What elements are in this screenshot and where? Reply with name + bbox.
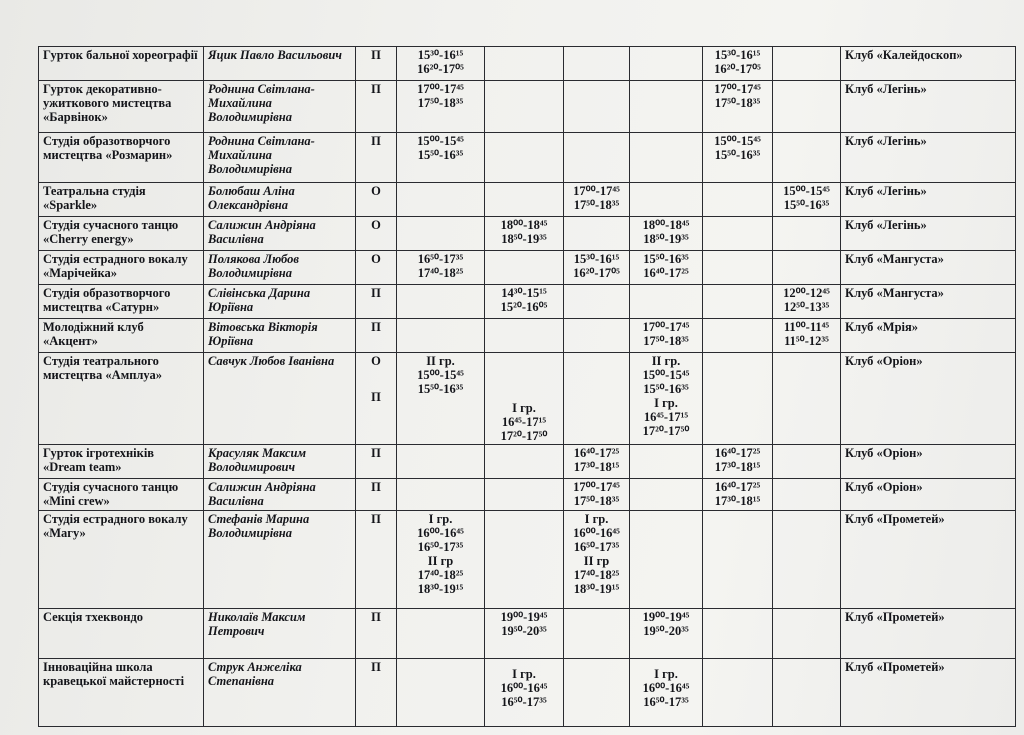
activity-name: Секція тхеквондо bbox=[39, 609, 204, 659]
day-slot-1 bbox=[397, 479, 485, 511]
day-slot-4 bbox=[630, 445, 703, 479]
activity-name: Студія образотворчого мистецтва «Розмарин» bbox=[39, 133, 204, 183]
time-slot: 15⁰⁰-15⁴⁵ bbox=[714, 134, 761, 148]
day-slot-5 bbox=[703, 183, 773, 217]
funding-type-value: П bbox=[371, 82, 381, 96]
time-slot: 16⁵⁰-17³⁵ bbox=[417, 252, 464, 266]
funding-type bbox=[356, 445, 397, 479]
time-slot: 17²⁰-17⁵⁰ bbox=[500, 429, 548, 443]
club-name: Клуб «Мангуста» bbox=[841, 251, 1016, 285]
day-slot-6 bbox=[773, 81, 841, 133]
time-slot: 16⁰⁰-16⁴⁵ bbox=[500, 681, 548, 695]
instructor-name: Николаїв Максим Петрович bbox=[204, 609, 356, 659]
time-slot: 15⁵⁰-16³⁵ bbox=[643, 252, 689, 266]
funding-type bbox=[356, 659, 397, 727]
instructor-name: Яцик Павло Васильович bbox=[204, 47, 356, 81]
day-slot-3 bbox=[564, 285, 630, 319]
time-slot: 19⁰⁰-19⁴⁵ bbox=[500, 610, 548, 624]
funding-type bbox=[356, 319, 397, 353]
day-slot-2 bbox=[485, 609, 564, 659]
activity-name: Гурток бальної хореографії bbox=[39, 47, 204, 81]
day-slot-1 bbox=[397, 353, 485, 445]
funding-type-value: П bbox=[371, 446, 381, 460]
funding-type bbox=[356, 217, 397, 251]
funding-type-value: П bbox=[371, 610, 381, 624]
day-slot-6 bbox=[773, 285, 841, 319]
day-slot-6 bbox=[773, 183, 841, 217]
day-slot-4 bbox=[630, 659, 703, 727]
day-slot-1 bbox=[397, 251, 485, 285]
time-slot: 19⁰⁰-19⁴⁵ bbox=[642, 610, 690, 624]
day-slot-4 bbox=[630, 479, 703, 511]
table-row bbox=[39, 285, 1016, 319]
day-slot-6 bbox=[773, 319, 841, 353]
funding-type-value: П bbox=[371, 390, 381, 404]
time-slot: 18⁰⁰-18⁴⁵ bbox=[642, 218, 690, 232]
time-slot: 11⁵⁰-12³⁵ bbox=[784, 334, 829, 348]
table-row bbox=[39, 479, 1016, 511]
day-slot-5 bbox=[703, 47, 773, 81]
table-row bbox=[39, 251, 1016, 285]
activity-name: Студія образотворчого мистецтва «Сатурн» bbox=[39, 285, 204, 319]
day-slot-3 bbox=[564, 183, 630, 217]
activity-name: Студія естрадного вокалу «Марічейка» bbox=[39, 251, 204, 285]
schedule-table bbox=[38, 46, 1016, 727]
day-slot-1 bbox=[397, 659, 485, 727]
day-slot-2 bbox=[485, 319, 564, 353]
activity-name: Студія естрадного вокалу «Магу» bbox=[39, 511, 204, 609]
time-slot: 16⁰⁰-16⁴⁵ bbox=[573, 526, 620, 540]
time-slot: 16⁴⁰-17²⁵ bbox=[714, 480, 761, 494]
day-slot-4 bbox=[630, 47, 703, 81]
day-slot-3 bbox=[564, 479, 630, 511]
time-slot: 15²⁰-16⁰⁵ bbox=[500, 300, 548, 314]
funding-type-value: П bbox=[371, 320, 381, 334]
funding-type bbox=[356, 47, 397, 81]
day-slot-2 bbox=[485, 81, 564, 133]
time-slot: І гр. bbox=[584, 512, 609, 526]
time-slot: 17⁵⁰-18³⁵ bbox=[417, 96, 464, 110]
day-slot-3 bbox=[564, 251, 630, 285]
table-row bbox=[39, 81, 1016, 133]
table-row bbox=[39, 133, 1016, 183]
time-slot: 19⁵⁰-20³⁵ bbox=[501, 624, 547, 638]
time-slot: 12⁰⁰-12⁴⁵ bbox=[783, 286, 830, 300]
club-name: Клуб «Калейдоскоп» bbox=[841, 47, 1016, 81]
day-slot-3 bbox=[564, 353, 630, 445]
time-slot: 15³⁰-16¹⁵ bbox=[417, 48, 464, 62]
time-slot: 15⁵⁰-16³⁵ bbox=[783, 198, 830, 212]
activity-name: Інноваційна школа кравецької майстерності bbox=[39, 659, 204, 727]
club-name: Клуб «Оріон» bbox=[841, 445, 1016, 479]
day-slot-1 bbox=[397, 183, 485, 217]
time-slot: 14³⁰-15¹⁵ bbox=[501, 286, 547, 300]
time-slot: 15⁰⁰-15⁴⁵ bbox=[417, 368, 464, 382]
day-slot-4 bbox=[630, 183, 703, 217]
day-slot-5 bbox=[703, 659, 773, 727]
day-slot-5 bbox=[703, 133, 773, 183]
instructor-name: Полякова Любов Володимирівна bbox=[204, 251, 356, 285]
day-slot-4 bbox=[630, 609, 703, 659]
day-slot-5 bbox=[703, 511, 773, 609]
time-slot: 18⁵⁰-19³⁵ bbox=[501, 232, 547, 246]
time-slot: 15⁰⁰-15⁴⁵ bbox=[417, 134, 464, 148]
funding-type-value: П bbox=[371, 512, 381, 526]
club-name: Клуб «Прометей» bbox=[841, 511, 1016, 609]
funding-type-value: П bbox=[371, 480, 381, 494]
time-slot: 16⁴⁰-17²⁵ bbox=[573, 446, 620, 460]
day-slot-1 bbox=[397, 133, 485, 183]
day-slot-2 bbox=[485, 133, 564, 183]
day-slot-3 bbox=[564, 47, 630, 81]
time-slot: 17⁵⁰-18³⁵ bbox=[573, 198, 620, 212]
club-name: Клуб «Оріон» bbox=[841, 353, 1016, 445]
time-slot: ІІ гр. bbox=[426, 354, 455, 368]
day-slot-3 bbox=[564, 609, 630, 659]
time-slot: 16²⁰-17⁰⁵ bbox=[417, 62, 464, 76]
instructor-name: Слівінська Дарина Юріївна bbox=[204, 285, 356, 319]
day-slot-1 bbox=[397, 47, 485, 81]
activity-name: Студія сучасного танцю «Mini crew» bbox=[39, 479, 204, 511]
activity-name: Театральна студія «Sparkle» bbox=[39, 183, 204, 217]
funding-type-value: П bbox=[371, 134, 381, 148]
table-row bbox=[39, 353, 1016, 445]
club-name: Клуб «Прометей» bbox=[841, 609, 1016, 659]
funding-type bbox=[356, 353, 397, 445]
day-slot-2 bbox=[485, 479, 564, 511]
day-slot-3 bbox=[564, 445, 630, 479]
time-slot: 15⁵⁰-16³⁵ bbox=[417, 382, 464, 396]
time-slot: 15³⁰-16¹⁵ bbox=[573, 252, 620, 266]
activity-name: Студія театрального мистецтва «Амплуа» bbox=[39, 353, 204, 445]
day-slot-1 bbox=[397, 217, 485, 251]
day-slot-1 bbox=[397, 81, 485, 133]
day-slot-6 bbox=[773, 47, 841, 81]
time-slot: І гр. bbox=[654, 667, 678, 681]
day-slot-6 bbox=[773, 217, 841, 251]
day-slot-6 bbox=[773, 609, 841, 659]
day-slot-2 bbox=[485, 445, 564, 479]
day-slot-2 bbox=[485, 511, 564, 609]
time-slot: ІІ гр bbox=[427, 554, 454, 568]
time-slot: 17⁵⁰-18³⁵ bbox=[714, 96, 761, 110]
activity-name: Молодіжний клуб «Акцент» bbox=[39, 319, 204, 353]
time-slot: 16⁵⁰-17³⁵ bbox=[573, 540, 620, 554]
time-slot: 11⁰⁰-11⁴⁵ bbox=[783, 320, 830, 334]
time-slot: 17⁰⁰-17⁴⁵ bbox=[714, 82, 761, 96]
day-slot-6 bbox=[773, 445, 841, 479]
day-slot-4 bbox=[630, 511, 703, 609]
time-slot: ІІ гр bbox=[583, 554, 610, 568]
time-slot: 19⁵⁰-20³⁵ bbox=[643, 624, 689, 638]
time-slot: 17⁰⁰-17⁴⁵ bbox=[417, 82, 464, 96]
day-slot-5 bbox=[703, 285, 773, 319]
table-row bbox=[39, 609, 1016, 659]
funding-type bbox=[356, 81, 397, 133]
instructor-name: Струк Анжеліка Степанівна bbox=[204, 659, 356, 727]
day-slot-5 bbox=[703, 319, 773, 353]
day-slot-3 bbox=[564, 319, 630, 353]
funding-type-value: О bbox=[371, 354, 381, 368]
time-slot: 17⁵⁰-18³⁵ bbox=[573, 494, 620, 508]
instructor-name: Роднина Світлана-Михайлина Володимирівна bbox=[204, 133, 356, 183]
time-slot: 16⁴⁵-17¹⁵ bbox=[501, 415, 547, 429]
instructor-name: Стефанів Марина Володимирівна bbox=[204, 511, 356, 609]
time-slot: 17³⁰-18¹⁵ bbox=[714, 460, 761, 474]
day-slot-6 bbox=[773, 133, 841, 183]
time-slot: 16⁴⁵-17¹⁵ bbox=[643, 410, 689, 424]
day-slot-2 bbox=[485, 47, 564, 81]
time-slot: 18³⁰-19¹⁵ bbox=[417, 582, 464, 596]
day-slot-4 bbox=[630, 285, 703, 319]
time-slot: 18⁰⁰-18⁴⁵ bbox=[500, 218, 548, 232]
club-name: Клуб «Оріон» bbox=[841, 479, 1016, 511]
day-slot-2 bbox=[485, 251, 564, 285]
time-slot: 16²⁰-17⁰⁵ bbox=[573, 266, 620, 280]
day-slot-2 bbox=[485, 217, 564, 251]
funding-type bbox=[356, 285, 397, 319]
day-slot-4 bbox=[630, 353, 703, 445]
table-row bbox=[39, 217, 1016, 251]
table-row bbox=[39, 183, 1016, 217]
time-slot: 16⁰⁰-16⁴⁵ bbox=[417, 526, 464, 540]
time-slot: 17⁰⁰-17⁴⁵ bbox=[573, 184, 620, 198]
day-slot-1 bbox=[397, 285, 485, 319]
funding-type bbox=[356, 479, 397, 511]
club-name: Клуб «Легінь» bbox=[841, 133, 1016, 183]
time-slot: 17⁴⁰-18²⁵ bbox=[417, 568, 464, 582]
day-slot-6 bbox=[773, 511, 841, 609]
club-name: Клуб «Мрія» bbox=[841, 319, 1016, 353]
day-slot-3 bbox=[564, 217, 630, 251]
day-slot-4 bbox=[630, 319, 703, 353]
day-slot-5 bbox=[703, 81, 773, 133]
day-slot-3 bbox=[564, 511, 630, 609]
table-row bbox=[39, 319, 1016, 353]
time-slot: 17³⁰-18¹⁵ bbox=[714, 494, 761, 508]
club-name: Клуб «Легінь» bbox=[841, 183, 1016, 217]
funding-type-value: О bbox=[371, 218, 381, 232]
funding-type-value: П bbox=[371, 660, 381, 674]
instructor-name: Савчук Любов Іванівна bbox=[204, 353, 356, 445]
time-slot: 12⁵⁰-13³⁵ bbox=[783, 300, 830, 314]
time-slot: 16⁵⁰-17³⁵ bbox=[417, 540, 464, 554]
instructor-name: Салижин Андріяна Василівна bbox=[204, 479, 356, 511]
club-name: Клуб «Прометей» bbox=[841, 659, 1016, 727]
funding-type-value: П bbox=[371, 286, 381, 300]
club-name: Клуб «Легінь» bbox=[841, 217, 1016, 251]
time-slot: І гр. bbox=[512, 667, 536, 681]
time-slot: І гр. bbox=[428, 512, 453, 526]
funding-type-value: О bbox=[371, 252, 381, 266]
day-slot-2 bbox=[485, 353, 564, 445]
table-row bbox=[39, 47, 1016, 81]
funding-type-value: О bbox=[371, 184, 381, 198]
time-slot: 17⁰⁰-17⁴⁵ bbox=[573, 480, 620, 494]
time-slot: 18³⁰-19¹⁵ bbox=[573, 582, 620, 596]
time-slot: 17²⁰-17⁵⁰ bbox=[642, 424, 690, 438]
day-slot-3 bbox=[564, 81, 630, 133]
time-slot: І гр. bbox=[512, 401, 536, 415]
day-slot-5 bbox=[703, 445, 773, 479]
day-slot-6 bbox=[773, 251, 841, 285]
table-row bbox=[39, 659, 1016, 727]
activity-name: Гурток декоративно-ужиткового мистецтва «Барвінок» bbox=[39, 81, 204, 133]
instructor-name: Салижин Андріяна Василівна bbox=[204, 217, 356, 251]
time-slot: 16⁵⁰-17³⁵ bbox=[643, 695, 689, 709]
day-slot-3 bbox=[564, 133, 630, 183]
day-slot-1 bbox=[397, 609, 485, 659]
day-slot-2 bbox=[485, 659, 564, 727]
time-slot: 15⁵⁰-16³⁵ bbox=[417, 148, 464, 162]
club-name: Клуб «Мангуста» bbox=[841, 285, 1016, 319]
day-slot-3 bbox=[564, 659, 630, 727]
time-slot: 16⁰⁰-16⁴⁵ bbox=[642, 681, 690, 695]
activity-name: Студія сучасного танцю «Cherry energy» bbox=[39, 217, 204, 251]
instructor-name: Красуляк Максим Володимирович bbox=[204, 445, 356, 479]
time-slot: 15³⁰-16¹⁵ bbox=[714, 48, 761, 62]
funding-type bbox=[356, 609, 397, 659]
time-slot: 16⁵⁰-17³⁵ bbox=[501, 695, 547, 709]
time-slot: 18⁵⁰-19³⁵ bbox=[643, 232, 689, 246]
instructor-name: Роднина Світлана-Михайлина Володимирівна bbox=[204, 81, 356, 133]
time-slot: 17⁰⁰-17⁴⁵ bbox=[642, 320, 690, 334]
time-slot: 16⁴⁰-17²⁵ bbox=[643, 266, 689, 280]
day-slot-4 bbox=[630, 133, 703, 183]
time-slot: 15⁰⁰-15⁴⁵ bbox=[783, 184, 830, 198]
funding-type bbox=[356, 133, 397, 183]
time-slot: 15⁰⁰-15⁴⁵ bbox=[642, 368, 690, 382]
time-slot: 16⁴⁰-17²⁵ bbox=[714, 446, 761, 460]
activity-name: Гурток ігротехніків «Dream team» bbox=[39, 445, 204, 479]
time-slot: ІІ гр. bbox=[651, 354, 681, 368]
day-slot-5 bbox=[703, 217, 773, 251]
club-name: Клуб «Легінь» bbox=[841, 81, 1016, 133]
instructor-name: Болюбаш Аліна Олександрівна bbox=[204, 183, 356, 217]
table-row bbox=[39, 445, 1016, 479]
table-row bbox=[39, 511, 1016, 609]
time-slot: 16²⁰-17⁰⁵ bbox=[714, 62, 761, 76]
day-slot-4 bbox=[630, 81, 703, 133]
day-slot-6 bbox=[773, 353, 841, 445]
day-slot-6 bbox=[773, 479, 841, 511]
day-slot-5 bbox=[703, 609, 773, 659]
time-slot: 17³⁰-18¹⁵ bbox=[573, 460, 620, 474]
funding-type bbox=[356, 511, 397, 609]
day-slot-1 bbox=[397, 445, 485, 479]
day-slot-2 bbox=[485, 183, 564, 217]
time-slot: 15⁵⁰-16³⁵ bbox=[643, 382, 689, 396]
day-slot-2 bbox=[485, 285, 564, 319]
time-slot: 17⁵⁰-18³⁵ bbox=[643, 334, 689, 348]
funding-type bbox=[356, 251, 397, 285]
day-slot-4 bbox=[630, 217, 703, 251]
instructor-name: Вітовська Вікторія Юріївна bbox=[204, 319, 356, 353]
day-slot-5 bbox=[703, 251, 773, 285]
time-slot: 17⁴⁰-18²⁵ bbox=[573, 568, 620, 582]
day-slot-4 bbox=[630, 251, 703, 285]
time-slot: 15⁵⁰-16³⁵ bbox=[714, 148, 761, 162]
day-slot-1 bbox=[397, 319, 485, 353]
day-slot-6 bbox=[773, 659, 841, 727]
day-slot-1 bbox=[397, 511, 485, 609]
time-slot: 17⁴⁰-18²⁵ bbox=[417, 266, 464, 280]
time-slot: І гр. bbox=[654, 396, 678, 410]
funding-type-value: П bbox=[371, 48, 381, 62]
day-slot-5 bbox=[703, 479, 773, 511]
day-slot-5 bbox=[703, 353, 773, 445]
funding-type bbox=[356, 183, 397, 217]
